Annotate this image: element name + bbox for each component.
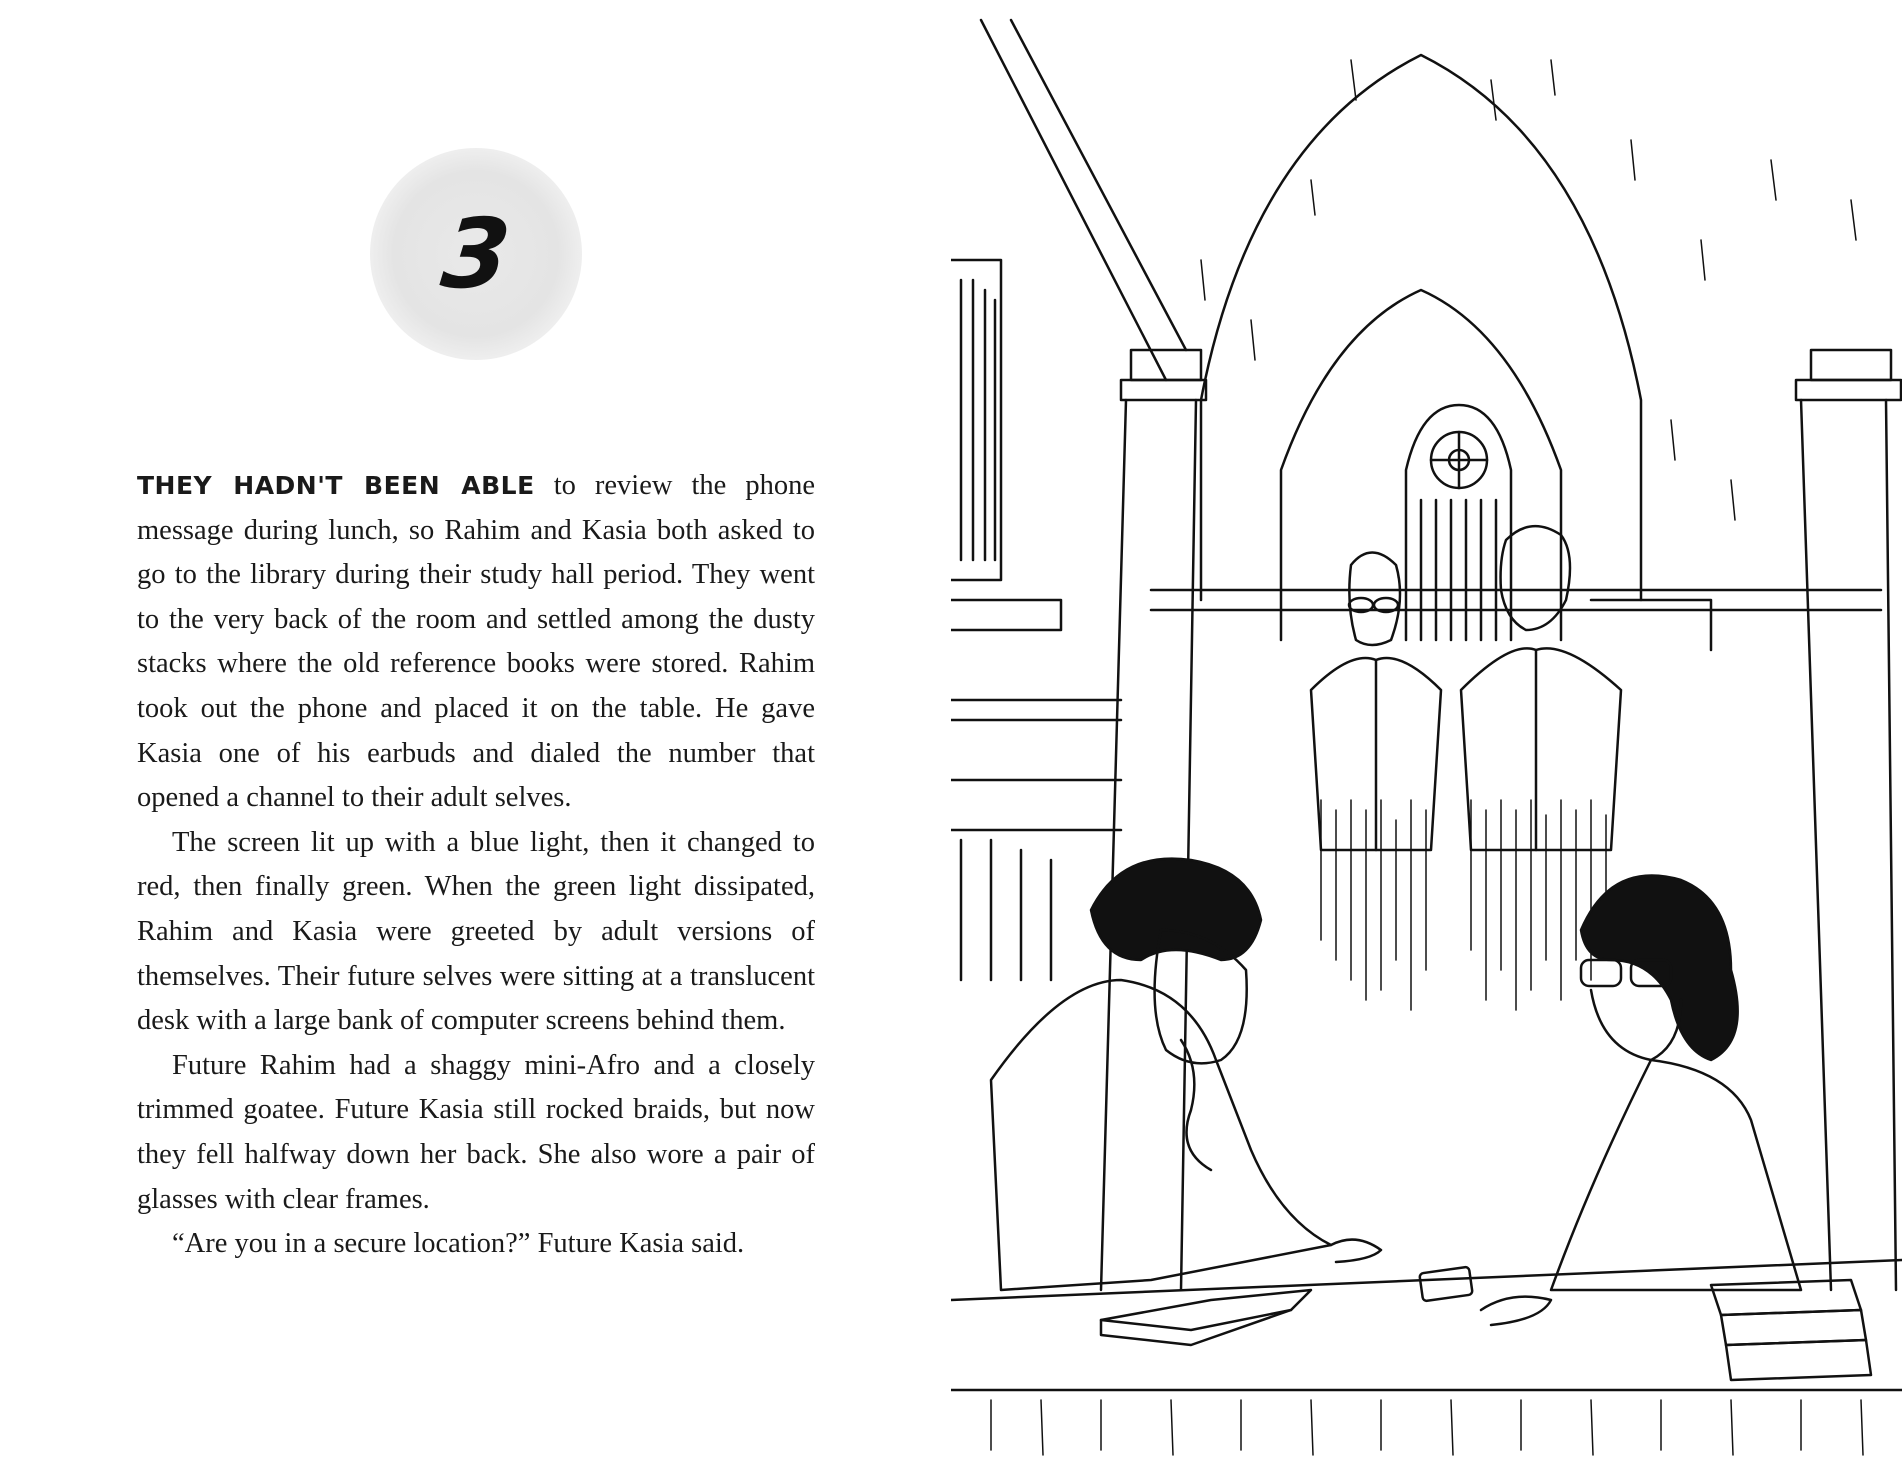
rose-window	[1406, 405, 1511, 640]
table-edge	[951, 1260, 1902, 1390]
right-column	[1796, 350, 1901, 1290]
wall-texture	[1201, 60, 1856, 520]
open-book-on-table	[1101, 1290, 1311, 1345]
stacked-books	[1711, 1280, 1871, 1380]
paragraph-4: “Are you in a secure location?” Future Kasia said.	[172, 1228, 745, 1260]
hologram-scanlines	[1321, 800, 1606, 1010]
library-scene-illustration	[951, 0, 1902, 1470]
illustration-page	[951, 0, 1902, 1470]
hologram-future-rahim	[1461, 526, 1621, 850]
paragraph-3: Future Rahim had a shaggy mini-Afro and a closely trimmed goatee. Future Kasia still rocked braids, but now they fell halfway down her back. She also wore a pair of glasses with clear frames.	[137, 1049, 815, 1215]
left-beam	[981, 20, 1186, 380]
paragraph-2: The screen lit up with a blue light, then it changed to red, then finally green. When the green light dissipated, Rahim and Kasia were greeted by adult versions of themselves. Their future selves were sitting at a translucent desk with a large bank of computer screens behind them.	[137, 826, 815, 1037]
young-kasia	[1481, 876, 1801, 1325]
lead-in: THEY HADN'T BEEN ABLE	[137, 471, 535, 500]
paragraph-1	[137, 464, 815, 821]
young-rahim	[991, 859, 1381, 1290]
back-shelf	[1151, 590, 1881, 650]
chapter-badge	[370, 148, 582, 360]
bookshelf-left	[951, 260, 1121, 980]
phone-on-table	[1419, 1267, 1472, 1302]
chapter-body	[137, 464, 815, 1267]
paragraph-1-text: to review the phone message during lunch, so Rahim and Kasia both asked to go to the library during their study hall period. They went to the very back of the room and settled among the dusty stacks where the old reference books were stored. Rahim took out the phone and placed it on the table. He gave Kasia one of his earbuds and dialed the number that opened a channel to their adult selves.	[137, 470, 815, 814]
floor-hatching	[991, 1400, 1863, 1455]
chapter-number: 3	[436, 198, 516, 310]
